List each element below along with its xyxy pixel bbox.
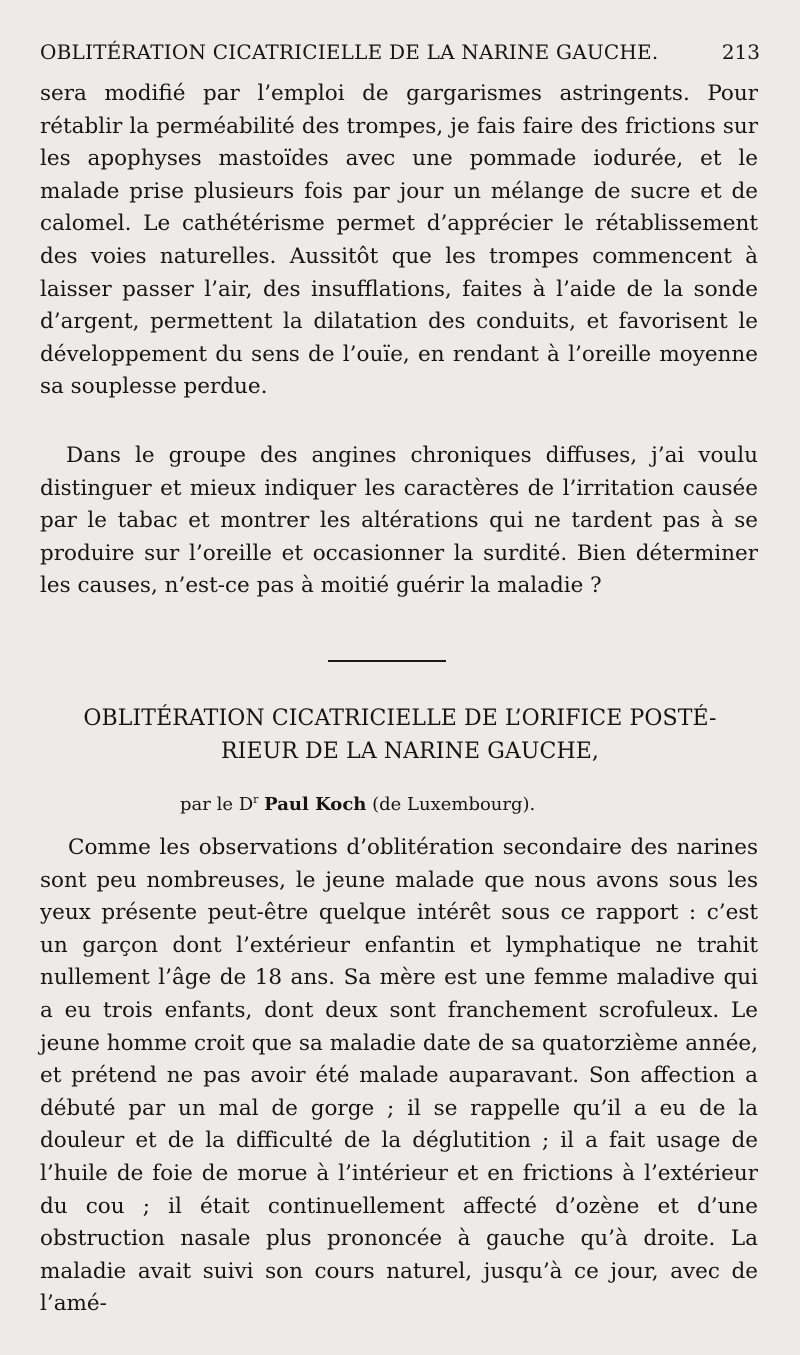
article-body-text: Comme les observations d’oblitération secondaire des narines sont peu nombreuses, le jeune malade que nous avons sous les yeux présente peut-être quelque intérêt sous ce rapport : c’est un garçon dont l’extérieur enfantin et lymphatique ne trahit nullement l’âge de 18 ans. Sa mère est une femme maladive qui a eu trois enfants, dont deux sont franchement scrofuleux. Le jeune homme croit que sa maladie date de sa quatorzième année, et prétend ne pas avoir été malade auparavant. Son affection a débuté par un mal de gorge ; il se rappelle qu’il a eu de la douleur et de la difficulté de la déglutition ; il a fait usage de l’huile de foie de morue à l’intérieur et en frictions à l’extérieur du cou ; il était continuellement affecté d’ozène et d’une obstruction nasale plus prononcée à gauche qu’à droite. La maladie avait suivi son cours naturel, jusqu’à ce jour, avec de l’amé- [40,835,758,1317]
article-body [40,832,758,1321]
conclusion-text: Dans le groupe des angines chroniques diffuses, j’ai voulu distinguer et mieux indiquer les caractères de l’irritation causée par le tabac et montrer les altérations qui ne tardent pas à se produire sur l’oreille et occasionner la surdité. Bien déterminer les causes, n’est-ce pas à moitié guérir la maladie ? [40,443,758,599]
byline-sup: r [253,793,259,806]
article-title-line-2: RIEUR DE LA NARINE GAUCHE, [221,739,599,764]
article-title-line-1: OBLITÉRATION CICATRICIELLE DE L’ORIFICE POSTÉ- [83,706,717,731]
byline-affiliation: (de Luxembourg). [372,794,536,815]
conclusion-paragraph [40,440,758,603]
author-name: Paul Koch [264,794,367,815]
continuation-text: sera modifié par l’emploi de gargarismes astringents. Pour rétablir la perméabilité des trompes, je fais faire des frictions sur les apophyses mastoïdes avec une pommade iodurée, et le malade prise plusieurs fois par jour un mélange de sucre et de calomel. Le cathétérisme permet d’apprécier le rétablissement des voies naturelles. Aussitôt que les trompes commencent à laisser passer l’air, des insufflations, faites à l’aide de la sonde d’argent, permettent la dilatation des conduits, et favorisent le développement du sens de l’ouïe, en rendant à l’oreille moyenne sa souplesse perdue. [40,81,758,400]
article-title [40,702,760,768]
byline-prefix: par le D [180,794,254,815]
page-number: 213 [721,40,760,64]
section-divider [328,660,446,662]
byline [180,793,535,815]
running-head [40,40,760,70]
running-title: OBLITÉRATION CICATRICIELLE DE LA NARINE GAUCHE. [40,40,659,64]
continuation-paragraph [40,78,758,404]
